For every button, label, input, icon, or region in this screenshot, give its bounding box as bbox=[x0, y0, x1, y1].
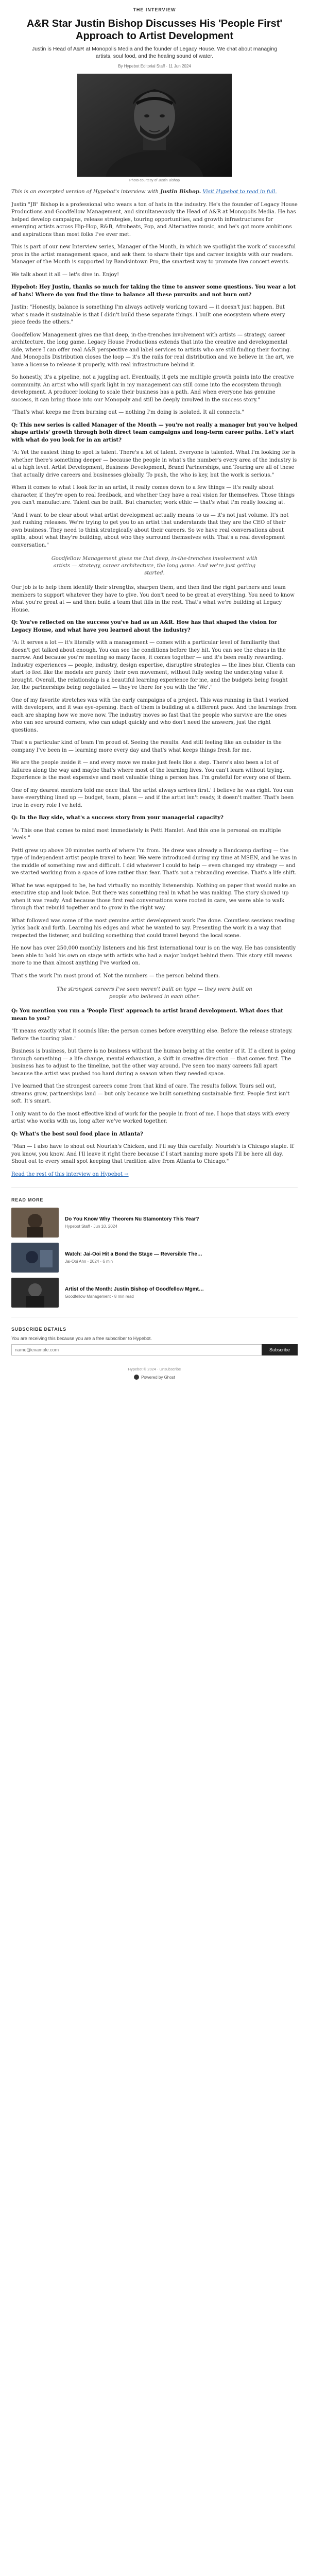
answer: One of my dearest mentors told me once that 'the artist always arrives first.' I believe he was right. You can have everything lined up — budget, team, plans — and if the artist isn't ready, it doesn't matter. That's been true in every role I've held. bbox=[11, 787, 294, 808]
related-thumbnail-image bbox=[11, 1208, 59, 1238]
kicker: THE INTERVIEW bbox=[133, 7, 176, 12]
read-more-link[interactable]: Read the rest of this interview on Hypebot → bbox=[11, 1171, 129, 1177]
related-meta: Goodfellow Management · 8 min read bbox=[65, 1294, 134, 1299]
related-item[interactable] bbox=[11, 1278, 298, 1308]
related-heading: READ MORE bbox=[11, 1197, 44, 1202]
footer-text: Hypebot © 2024 · Unsubscribe bbox=[128, 1367, 181, 1371]
answer: Justin: "Honestly, balance is something I'm always actively working toward — it doesn't just happen. But what's made it sustainable is that I didn't build these separate things. I built one ecosystem where every piece feeds the others." bbox=[11, 304, 285, 325]
email-field[interactable] bbox=[11, 1344, 262, 1355]
answer: "It means exactly what it sounds like: the person comes before everything else. Before the release strategy. Before the touring plan." bbox=[11, 1028, 293, 1042]
answer: We are the people inside it — and every move we make just feels like a step. There's also been a lot of failures along the way and maybe that's where most of the learning lives. You can't learn without trying. Experience is the most expensive and most valuable thing a person has. I'm grateful for every one of them. bbox=[11, 760, 292, 781]
answer: When it comes to what I look for in an artist, it really comes down to a few things — it's really about character, if they're open to real feedback, and whether they have a real vision for themselves. Those things you can't manufacture. Talent can be built. But character, work ethic — that's what I'm really looking at. bbox=[11, 485, 295, 505]
article-body bbox=[0, 189, 309, 1178]
answer: "And I want to be clear about what artist development actually means to us — it's not just volume. It's not just rushing releases. We're trying to get you to an artist that understands that they are the CEO of their own business. They need to think strategically about their careers. So we have real conversations about splits, about what they're building, about who they surround themselves with. That's a real development conversation." bbox=[11, 512, 289, 548]
powered-by-label: Powered by Ghost bbox=[141, 1375, 175, 1380]
paragraph: This is part of our new Interview series, Manager of the Month, in which we spotlight the work of successful pros in the artist management space, and ask them to share their tips and career insights with our readers. Manager of the Month is supported by Bandsintown Pro, the smartest way to promote live concert events. bbox=[11, 244, 296, 265]
related-title: Watch: Jai-Ooi Hit a Bond the Stage — Reversible The… bbox=[65, 1251, 202, 1257]
subscription-heading: SUBSCRIBE DETAILS bbox=[11, 1327, 66, 1332]
dek: Justin is Head of A&R at Monopolis Media and the founder of Legacy House. We chat about managing artists, soul food, and the healing sound of water. bbox=[31, 46, 278, 59]
answer: He now has over 250,000 monthly listeners and his first international tour is on the way. He has consistently been able to hold his own on stage with artists who had a major budget behind them. This story still means more to me than almost anything I've worked on. bbox=[11, 945, 296, 966]
paragraph: Justin "JB" Bishop is a professional who wears a ton of hats in the industry. He's the founder of Legacy House Productions and Goodfellow Management, and simultaneously the Head of A&R at Monopolis Media. He has helped develop campaigns, release strategies, touring opportunities, and growth infrastructures for emerging artists across Hip-Hop, R&B, Afrobeats, Pop, and Alternative music, and he's got more ambitions and aspirations than most folks I've ever met. bbox=[11, 201, 298, 238]
intro-text: This is an excerpted version of Hypebot's interview with bbox=[11, 189, 159, 195]
answer: Petti grew up above 20 minutes north of where I'm from. He drew was already a Bandcamp darling — the type of independent artist people travel to hear. We were introduced during my time at MSEN, and he was in the middle of something raw and difficult. I did whatever I could to help — even changed my strategy — and we started working from a space of love rather than fear. That's not a rebranding exercise. That's a life shift. bbox=[11, 848, 297, 876]
answer: What he was equipped to be, he had virtually no monthly listenership. Nothing on paper that would make an executive stop and look twice. But there was something real in what he was making. The story showed up when it was ready. And because those first real conversations were rooted in care, we were able to walk through that rebuild together and to grow in the right way. bbox=[11, 883, 296, 911]
question: Q: You mention you run a 'People First' approach to artist brand development. What does that mean to you? bbox=[11, 1008, 283, 1022]
subscribe-button[interactable]: Subscribe bbox=[262, 1344, 298, 1355]
related-thumbnail-image bbox=[11, 1243, 59, 1273]
answer: "A: This one that comes to mind most immediately is Petti Hamlet. And this one is personal on multiple levels." bbox=[11, 827, 281, 841]
answer: "A: Yet the easiest thing to spot is talent. There's a lot of talent. Everyone is talented. What I'm looking for is whether there's something deeper — because the people in what's the number's every area of the industry is at a high level. Artist Development, Business Development, Brand Partnerships, and Touring are all of these that actually drive careers and businesses globally. To push, the who is key, but the work is serious." bbox=[11, 450, 297, 478]
byline: By Hypebot Editorial Staff · 11 Jun 2024 bbox=[118, 64, 191, 69]
intro-note bbox=[11, 189, 298, 196]
question: Hypebot: Hey Justin, thanks so much for taking the time to answer some questions. You wear a lot of hats! Where do you find the time to balance all these pursuits and not burn out? bbox=[11, 284, 296, 298]
answer: "Man — I also have to shout out Nourish's Chicken, and I'll say this carefully: Nourish's is Chicago staple. If you know, you know. And I'll leave it right there because if I start naming more spots I'll be here all day. Shout out to every small spot keeping that tradition alive from Atlanta to Chicago." bbox=[11, 1144, 294, 1164]
answer: So honestly, it's a pipeline, not a juggling act. Eventually, it gets me multiple growth points into the creative community. An artist who will spark light in my management can still come into the ecosystem through development. A producer looking to scale their business has a path. And when everyone has genuine success, it can bring those into our Monopoly and still be deeply involved in the success story." bbox=[11, 375, 294, 403]
subscribe-form bbox=[11, 1344, 298, 1355]
answer: One of my favorite stretches was with the early campaigns of a project. This was running in that I worked with developers, and it was eye-opening. Each of them is building at a different pace. And the learnings from each are shaping how we move now. The industry moves so fast that the people who survive are the ones who can see around corners, who can adapt quickly and who don't need the answers, just the right questions. bbox=[11, 697, 297, 733]
question: Q: What's the best soul food place in Atlanta? bbox=[11, 1131, 143, 1137]
related-title: Do You Know Why Theorem Nu Stamontory This Year? bbox=[65, 1216, 199, 1222]
pull-quote: Goodfellow Management gives me that deep, in-the-trenches involvement with artists — strategy, career architecture, the long game. And we're just getting started. bbox=[51, 556, 258, 576]
hero-caption: Photo courtesy of Justin Bishop bbox=[129, 179, 180, 182]
answer: I've learned that the strongest careers come from that kind of care. The results follow. Tours sell out, streams grow, partnerships land — but only because we built something sustainable first. People first isn't soft. It's smart. bbox=[11, 1083, 290, 1104]
pull-quote: The strongest careers I've seen weren't built on hype — they were built on people who believed in each other. bbox=[57, 987, 252, 999]
answer: Our job is to help them identify their strengths, sharpen them, and then find the right partners and team members to support whatever they have to give. You don't need to be great at everything. You need to know what you're great at — and then build a team that fills in the rest. That's what we're building at Legacy House. bbox=[11, 585, 295, 613]
hero-portrait-image bbox=[77, 74, 232, 177]
answer: That's the work I'm most proud of. Not the numbers — the person behind them. bbox=[11, 973, 220, 979]
answer: Goodfellow Management gives me that deep, in-the-trenches involvement with artists — strategy, career architecture, the long game. Legacy House Productions extends that into the creative and developmental side, where I can offer real A&R perspective and label services to artists who are still finding their footing. And Monopolis Distribution closes the loop — it's the rails for real distribution and we believe in the art, we have a license to release it properly, with real infrastructure behind it. bbox=[11, 332, 294, 368]
related-title: Artist of the Month: Justin Bishop of Goodfellow Mgmt… bbox=[65, 1286, 204, 1292]
related-item[interactable] bbox=[11, 1243, 298, 1273]
related-meta: Jai-Ooi Ahn · 2024 · 6 min bbox=[65, 1259, 113, 1264]
answer: Business is business, but there is no business without the human being at the center of it. If a client is going through something — a life change, mental exhaustion, a shift in creative direction — that comes first. The business has to adjust to the timeline, not the other way around. I've seen too many careers fall apart because the artist was pushed too hard during a season when they needed space. bbox=[11, 1048, 296, 1077]
answer: I only want to do the most effective kind of work for the people in front of me. I hope that stays with every artist who works with us, long after we've worked together. bbox=[11, 1111, 290, 1124]
answer: That's a particular kind of team I'm proud of. Seeing the results. And still feeling like an outsider in the company I've been in — learning more every day and that's what keeps things fresh for me. bbox=[11, 740, 282, 753]
intro-name: Justin Bishop. bbox=[160, 189, 201, 195]
question: Q: This new series is called Manager of the Month — you're not really a manager but you've helped shape artists' growth through both direct team campaigns and long-term career paths. Let's start with what do you look for in an artist? bbox=[11, 422, 298, 443]
related-meta: Hypebot Staff · Jun 10, 2024 bbox=[65, 1224, 117, 1229]
footer bbox=[0, 1367, 309, 1381]
subscription-text: You are receiving this because you are a free subscriber to Hypebot. bbox=[11, 1336, 152, 1341]
paragraph: We talk about it all — let's dive in. Enjoy! bbox=[11, 272, 119, 278]
question: Q: You've reflected on the success you've had as an A&R. How has that shaped the vision for Legacy House, and what have you learned about the industry? bbox=[11, 620, 277, 633]
answer: "That's what keeps me from burning out — nothing I'm doing is isolated. It all connects." bbox=[11, 410, 244, 415]
question: Q: In the Bay side, what's a success story from your managerial capacity? bbox=[11, 815, 224, 821]
answer: What followed was some of the most genuine artist development work I've done. Countless sessions reading lyrics back and forth. Learning his edges and what he wanted to say. Presenting the work in a way that respected the listener, and building something that could travel beyond the local scene. bbox=[11, 918, 295, 939]
intro-link[interactable]: Visit Hypebot to read in full. bbox=[202, 189, 277, 195]
related-item[interactable] bbox=[11, 1208, 298, 1238]
powered-by[interactable] bbox=[134, 1375, 175, 1380]
related-thumbnail-image bbox=[11, 1278, 59, 1308]
answer: "A: It serves a lot — it's literally with a management — comes with a particular level of familiarity that doesn't get talked about enough. You can see the conditions before they hit. You can see the chaos in the narrow. And because you're meeting so many faces, it comes together — and it's been really rewarding. Industry experiences — people, industry, design expertise, disruptive strategies — the lines blur. Clients can start to feel like the models are purely their own movement, without fully seeing the underlying value it brought. Overall, the relationship is a beautiful learning experience for me, and the budgets being fought for, the partnerships being negotiated — they're there for you with the 'We'." bbox=[11, 640, 296, 690]
ghost-logo-icon bbox=[134, 1375, 139, 1380]
headline: A&R Star Justin Bishop Discusses His 'People First' Approach to Artist Development bbox=[26, 18, 283, 42]
